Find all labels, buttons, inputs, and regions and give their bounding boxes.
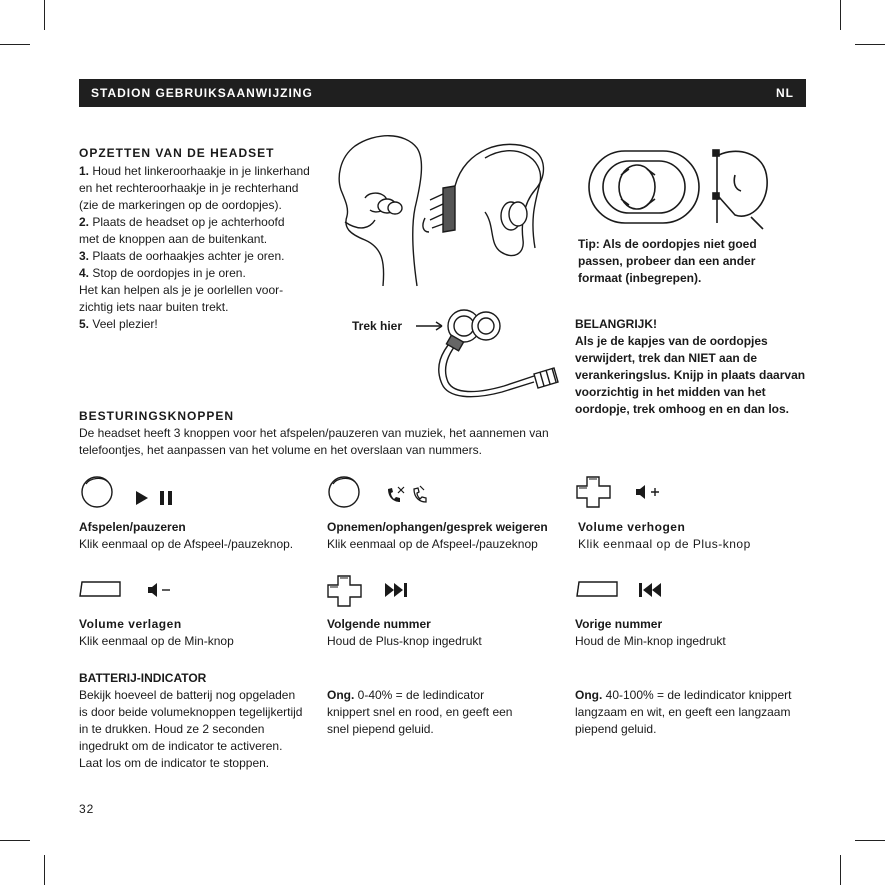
important-line: voorzichtig in het midden van het (575, 385, 766, 399)
header-bar (79, 79, 806, 107)
setup-step (79, 214, 319, 248)
control-title: Afspelen/pauzeren (79, 520, 186, 534)
step-text: Plaats de oorhaakjes achter je oren. (92, 249, 285, 263)
step-line (79, 163, 319, 180)
next-track-icon (384, 582, 410, 598)
header-language: NL (776, 86, 794, 100)
control-next-track (327, 616, 482, 650)
battery-high-text: 40-100% = de ledindicator knippert (602, 688, 792, 702)
control-volume-down (79, 616, 234, 650)
round-button-icon (78, 474, 118, 510)
step-line (79, 316, 319, 333)
setup-heading: OPZETTEN VAN DE HEADSET (79, 146, 275, 160)
step-text: Veel plezier! (92, 317, 158, 331)
step-line (79, 248, 319, 265)
step-line: Het kan helpen als je je oorlellen voor- (79, 283, 284, 297)
volume-down-icon (146, 582, 174, 598)
phone-call-icon (384, 484, 428, 506)
battery-section (79, 670, 302, 772)
battery-high-line (575, 687, 791, 704)
pull-here-label: Trek hier (352, 319, 403, 333)
step-number: 4. (79, 266, 90, 280)
battery-heading: BATTERIJ-INDICATOR (79, 671, 207, 685)
step-line: (zie de markeringen op de oordopjes). (79, 198, 282, 212)
step-line: en het rechteroorhaakje in je rechterhand (79, 181, 299, 195)
important-line: verankeringslus. Knijp in plaats daarvan (575, 368, 806, 382)
control-desc: Houd de Plus-knop ingedrukt (327, 634, 482, 648)
control-title: Vorige nummer (575, 617, 663, 631)
control-volume-up (578, 519, 751, 553)
control-title: Volgende nummer (327, 617, 431, 631)
crop-mark (840, 0, 841, 30)
plus-button-icon (575, 475, 613, 509)
control-previous-track (575, 616, 726, 650)
step-line: zichtig iets naar buiten trekt. (79, 300, 229, 314)
battery-low-line: knippert snel en rood, en geeft een (327, 705, 513, 719)
tip-line: Tip: Als de oordopjes niet goed (578, 237, 757, 251)
setup-step (79, 248, 319, 265)
crop-mark (44, 0, 45, 30)
earbud-sizes-illustration (585, 145, 785, 230)
step-number: 3. (79, 249, 90, 263)
header-title: STADION GEBRUIKSAANWIJZING (91, 86, 313, 100)
page-number: 32 (79, 802, 95, 816)
control-title: Volume verhogen (578, 520, 686, 534)
setup-step (79, 316, 319, 333)
important-heading: BELANGRIJK! (575, 317, 658, 331)
round-button-icon (325, 474, 365, 510)
tip-line: passen, probeer dan een ander (578, 254, 756, 268)
control-desc: Houd de Min-knop ingedrukt (575, 634, 726, 648)
battery-line: in te drukken. Houd ze 2 seconden (79, 722, 265, 736)
control-play-pause (79, 519, 293, 553)
setup-step (79, 163, 319, 214)
step-number: 2. (79, 215, 90, 229)
control-desc: Klik eenmaal op de Afspeel-/pauzeknop (327, 537, 538, 551)
volume-up-icon (634, 484, 662, 500)
step-number: 1. (79, 164, 90, 178)
cable-anchor-loop-illustration (412, 302, 572, 412)
setup-section (79, 145, 319, 333)
tip-text (578, 236, 757, 287)
control-answer-call (327, 519, 548, 553)
head-wearing-headset-illustration (325, 128, 575, 288)
battery-high-description (575, 687, 791, 738)
control-title: Volume verlagen (79, 617, 182, 631)
step-text: Houd het linkeroorhaakje in je linkerhand (92, 164, 310, 178)
battery-line: is door beide volumeknoppen tegelijkertijd (79, 705, 303, 719)
control-title: Opnemen/ophangen/gesprek weigeren (327, 520, 548, 534)
crop-mark (44, 855, 45, 885)
previous-track-icon (638, 582, 664, 598)
setup-step (79, 265, 319, 316)
crop-mark (855, 840, 885, 841)
battery-high-line: piepend geluid. (575, 722, 657, 736)
important-line: Als je de kapjes van de oordopjes (575, 334, 768, 348)
control-desc: Klik eenmaal op de Min-knop (79, 634, 234, 648)
battery-line: Bekijk hoeveel de batterij nog opgeladen (79, 688, 296, 702)
step-text: Stop de oordopjes in je oren. (92, 266, 246, 280)
important-line: oordopje, trek omhoog en en dan los. (575, 402, 790, 416)
controls-heading: BESTURINGSKNOPPEN (79, 409, 235, 423)
step-text: Plaats de headset op je achterhoofd (92, 215, 285, 229)
important-notice (575, 316, 805, 418)
crop-mark (0, 44, 30, 45)
step-line (79, 214, 319, 231)
battery-high-prefix: Ong. (575, 688, 603, 702)
minus-button-icon (575, 580, 619, 600)
step-line (79, 265, 319, 282)
step-line: met de knoppen aan de buitenkant. (79, 232, 268, 246)
controls-section (79, 408, 549, 459)
battery-low-line: snel piepend geluid. (327, 722, 434, 736)
battery-low-prefix: Ong. (327, 688, 355, 702)
important-line: verwijdert, trek dan NIET aan de (575, 351, 758, 365)
controls-intro-line: telefoontjes, het aanpassen van het volume en het overslaan van nummers. (79, 443, 482, 457)
minus-button-icon (78, 580, 122, 600)
control-desc: Klik eenmaal op de Plus-knop (578, 537, 751, 551)
step-number: 5. (79, 317, 90, 331)
crop-mark (855, 44, 885, 45)
battery-low-line (327, 687, 512, 704)
plus-button-icon (326, 574, 364, 608)
crop-mark (0, 840, 30, 841)
controls-intro-line: De headset heeft 3 knoppen voor het afspelen/pauzeren van muziek, het aannemen van (79, 426, 549, 440)
battery-low-description (327, 687, 512, 738)
battery-line: ingedrukt om de indicator te activeren. (79, 739, 283, 753)
battery-low-text: 0-40% = de ledindicator (354, 688, 485, 702)
tip-line: formaat (inbegrepen). (578, 271, 702, 285)
play-pause-icon (134, 488, 178, 508)
control-desc: Klik eenmaal op de Afspeel-/pauzeknop. (79, 537, 294, 551)
battery-line: Laat los om de indicator te stoppen. (79, 756, 270, 770)
crop-mark (840, 855, 841, 885)
battery-high-line: langzaam en wit, en geeft een langzaam (575, 705, 791, 719)
